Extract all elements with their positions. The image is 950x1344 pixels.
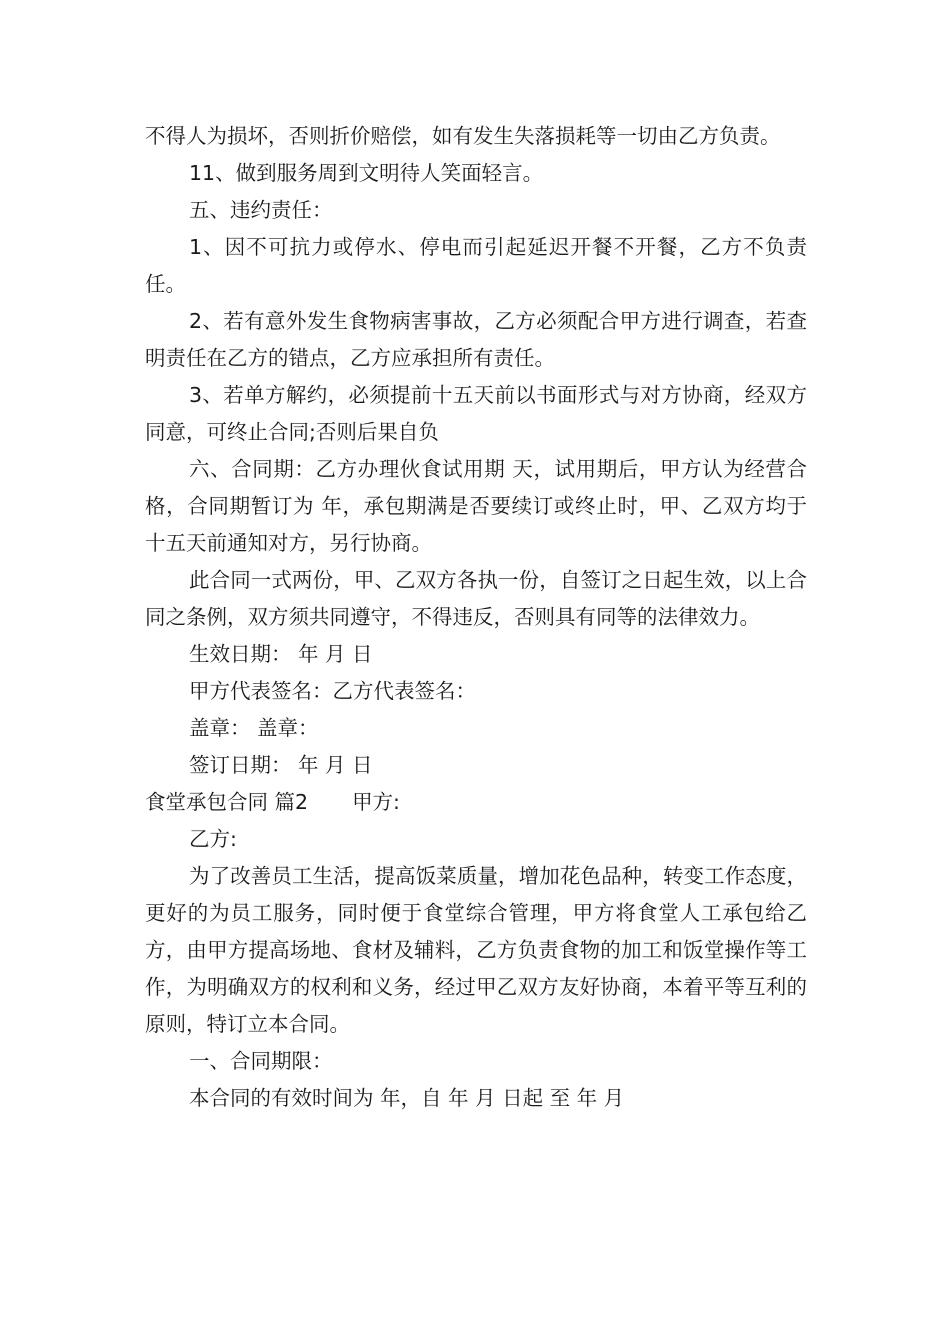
section-heading: 一、合同期限： (189, 1049, 333, 1073)
paragraph: 2、若有意外发生食物病害事故，乙方必须配合甲方进行调查，若查明责任在乙方的错点，乙方应承担所有责任。 (145, 309, 807, 370)
paragraph: 不得人为损坏，否则折价赔偿，如有发生失落损耗等一切由乙方负责。 (145, 124, 781, 148)
section-title-line (145, 784, 807, 821)
paragraph: 3、若单方解约，必须提前十五天前以书面形式与对方协商，经双方同意，可终止合同;否则后果自负 (145, 383, 807, 444)
section-title: 食堂承包合同 篇2 (145, 790, 309, 814)
signing-date-line: 签订日期： 年 月 日 (189, 753, 373, 777)
paragraph: 为了改善员工生活，提高饭菜质量，增加花色品种，转变工作态度，更好的为员工服务，同时便于食堂综合管理，甲方将食堂人工承包给乙方，由甲方提高场地、食材及辅料，乙方负责食物的加工和饭堂操作等工作，为明确双方的权利和义务，经过甲乙双方友好协商，本着平等互利的原则，特订立本合同。 (145, 864, 807, 1036)
party-a-label: 甲方: (352, 790, 400, 814)
effective-date-line: 生效日期： 年 月 日 (189, 642, 373, 666)
signature-line: 甲方代表签名：乙方代表签名： (189, 679, 476, 703)
paragraph: 本合同的有效时间为 年，自 年 月 日起 至 年 月 (189, 1086, 625, 1110)
paragraph: 11、做到服务周到文明待人笑面轻言。 (189, 161, 544, 185)
seal-line: 盖章： 盖章： (189, 716, 319, 740)
paragraph: 六、合同期：乙方办理伙食试用期 天，试用期后，甲方认为经营合格，合同期暂订为 年，承包期满是否要续订或终止时，甲、乙双方均于十五天前通知对方，另行协商。 (145, 457, 807, 555)
document-body (145, 118, 807, 1117)
party-b-label: 乙方: (189, 827, 237, 851)
section-heading: 五、违约责任： (189, 198, 333, 222)
paragraph: 1、因不可抗力或停水、停电而引起延迟开餐不开餐，乙方不负责任。 (145, 235, 807, 296)
paragraph: 此合同一式两份，甲、乙双方各执一份，自签订之日起生效，以上合同之条例，双方须共同遵守，不得违反，否则具有同等的法律效力。 (145, 568, 807, 629)
